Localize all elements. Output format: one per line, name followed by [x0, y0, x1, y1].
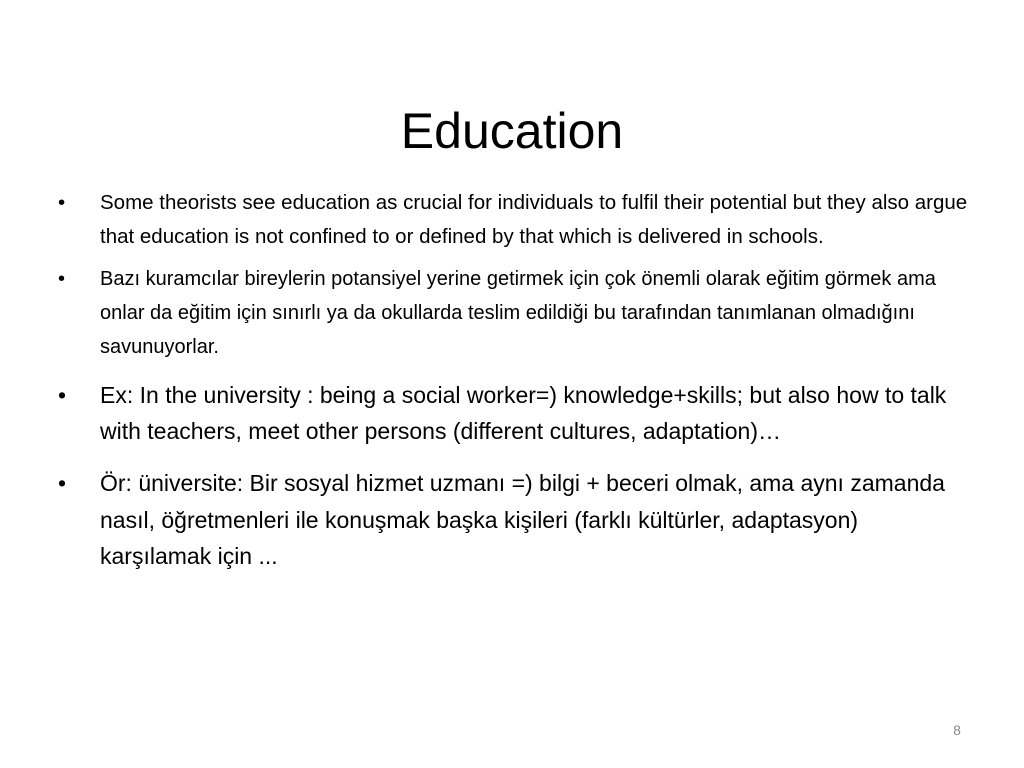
bullet-dot-icon: •	[58, 191, 66, 214]
bullet-item	[56, 186, 968, 254]
page-number: 8	[953, 722, 961, 738]
bullet-text: Ex: In the university : being a social worker=) knowledge+skills; but also how to talk with teachers, meet other persons (different cultures, adaptation)…	[100, 382, 947, 444]
bullet-dot-icon: •	[58, 470, 67, 496]
bullet-item	[56, 262, 968, 364]
bullet-list	[56, 186, 968, 575]
bullet-dot-icon: •	[58, 382, 67, 408]
slide-title: Education	[400, 102, 624, 159]
bullet-item	[56, 465, 968, 575]
bullet-dot-icon: •	[58, 268, 66, 290]
bullet-text: Ör: üniversite: Bir sosyal hizmet uzmanı =) bilgi + beceri olmak, ama aynı zamanda nasıl, öğretmenleri ile konuşmak başka kişileri (farklı kültürler, adaptasyon) karşılamak için ...	[100, 470, 945, 569]
bullet-text: Some theorists see education as crucial for individuals to fulfil their potential but they also argue that education is not confined to or defined by that which is delivered in schools.	[100, 191, 968, 248]
bullet-item	[56, 378, 968, 449]
bullet-text: Bazı kuramcılar bireylerin potansiyel yerine getirmek için çok önemli olarak eğitim görmek ama onlar da eğitim için sınırlı ya da okullarda teslim edildiği bu tarafından tanımlanan olmadığını savunuyorlar.	[100, 268, 936, 358]
